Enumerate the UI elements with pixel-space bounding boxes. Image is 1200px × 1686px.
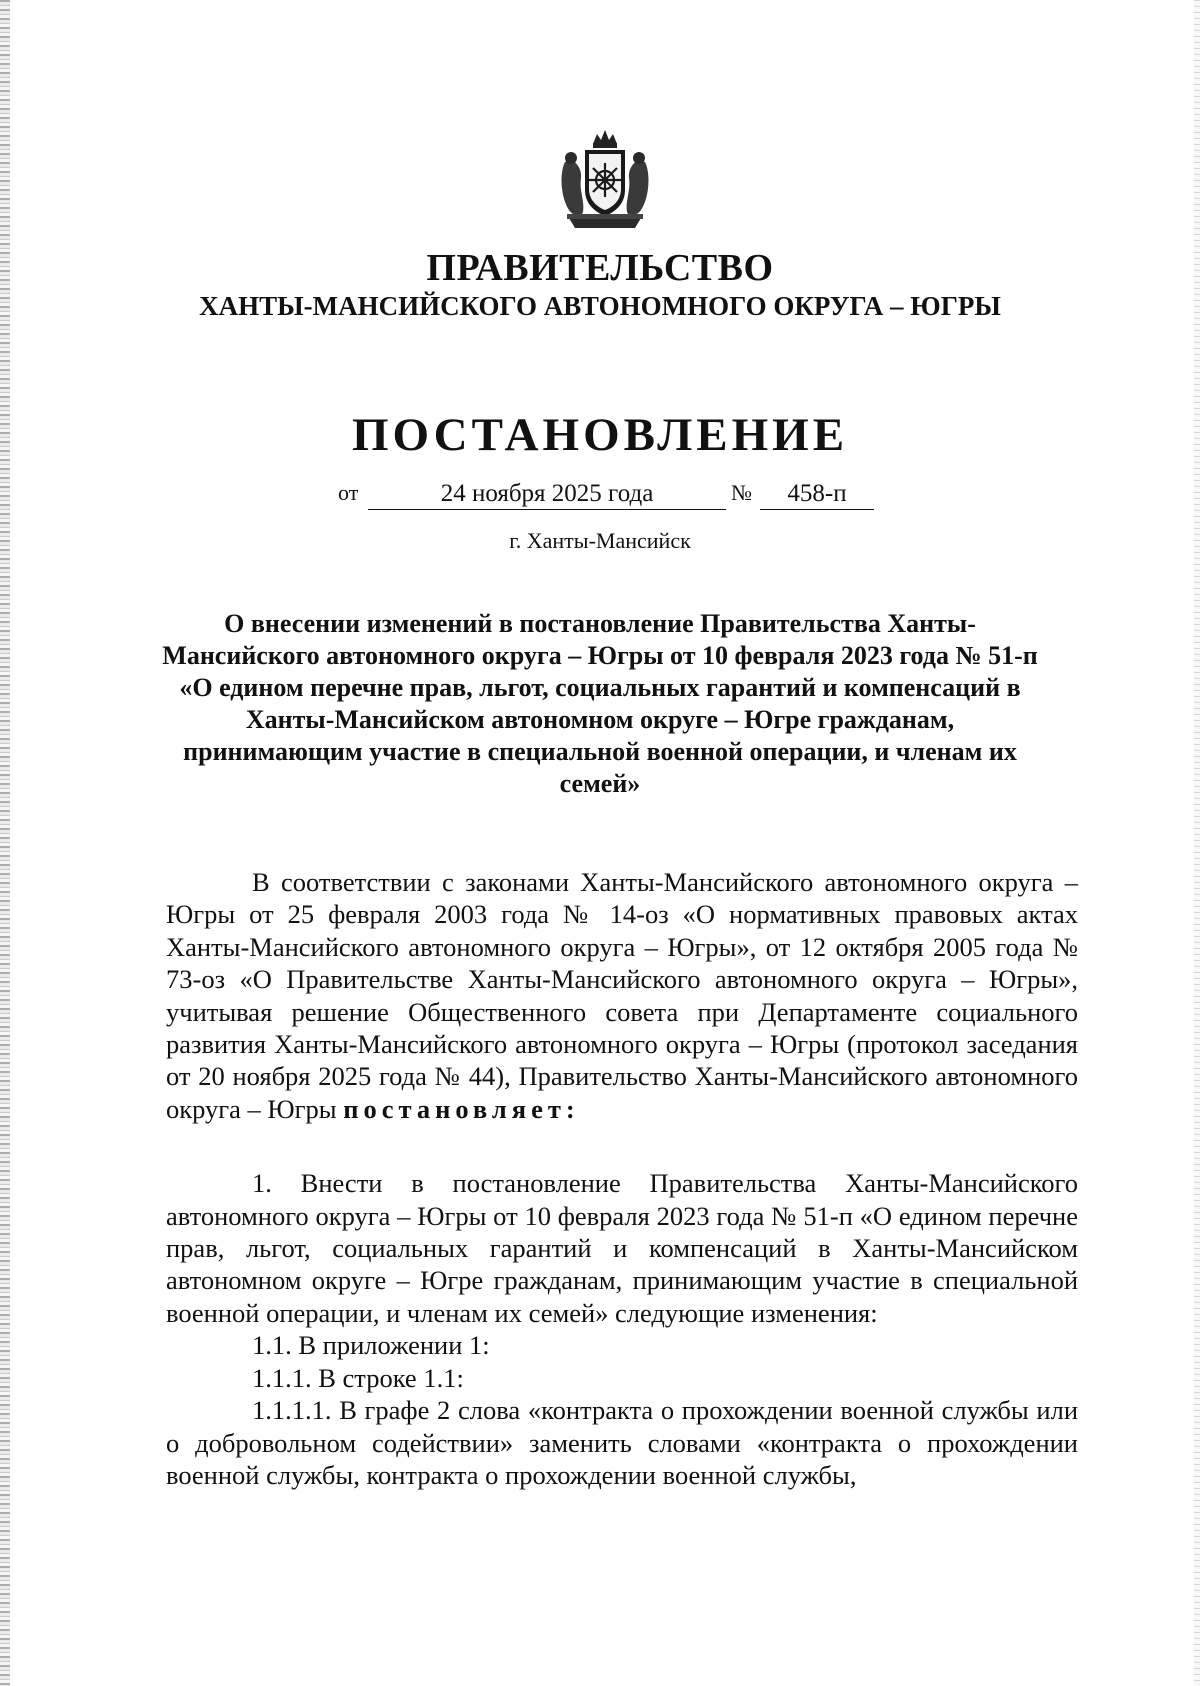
document-subject: О внесении изменений в постановление Правительства Ханты-Мансийского автономного округа – Югры от 10 февраля 2023 года № 51-п «О едином перечне прав, льгот, социальных гарантий и компенсаций в Ханты-Мансийском автономном округе – Югре гражданам, принимающим участие в специальной военной операции, и членам их семей» bbox=[162, 609, 1038, 798]
document-date-number-line bbox=[338, 478, 878, 510]
resolves-word: постановляет: bbox=[343, 1093, 580, 1124]
document-number: 458-п bbox=[760, 479, 874, 510]
region-title: ХАНТЫ-МАНСИЙСКОГО АВТОНОМНОГО ОКРУГА – ЮГРЫ bbox=[199, 291, 1001, 321]
preamble-text: В соответствии с законами Ханты-Мансийского автономного округа – Югры от 25 февраля 2003 года № 14-оз «О нормативных правовых актах Ханты-Мансийского автономного округа – Югры», от 12 октября 2005 года № 73-оз «О Правительстве Ханты-Мансийского автономного округа – Югры», учитывая решение Общественного совета при Департаменте социального развития Ханты-Мансийского автономного округа – Югры (протокол заседания от 20 ноября 2025 года № 44), Правительство Ханты-Мансийского автономного округа – Югры bbox=[166, 867, 1078, 1124]
government-title: ПРАВИТЕЛЬСТВО bbox=[426, 247, 774, 289]
document-date: 24 ноября 2025 года bbox=[368, 479, 726, 510]
list-item: 1.1.1.1. В графе 2 слова «контракта о прохождении военной службы или о добровольном содействии» заменить словами «контракта о прохождении военной службы, контракта о прохождении военной службы, bbox=[166, 1395, 1078, 1490]
number-prefix: № bbox=[731, 480, 752, 505]
date-prefix: от bbox=[338, 480, 359, 505]
document-type-title: ПОСТАНОВЛЕНИЕ bbox=[351, 409, 849, 461]
coat-of-arms-icon bbox=[555, 128, 655, 232]
document-body bbox=[166, 866, 1078, 1491]
preamble-paragraph bbox=[166, 866, 1078, 1125]
list-item: 1. Внести в постановление Правительства Ханты-Мансийского автономного округа – Югры от 10 февраля 2023 года № 51-п «О едином перечне прав, льгот, социальных гарантий и компенсаций в Ханты-Мансийском автономном округе – Югре гражданам, принимающим участие в специальной военной операции, и членам их семей» следующие изменения: bbox=[166, 1168, 1078, 1328]
list-item: 1.1. В приложении 1: bbox=[252, 1330, 490, 1361]
document-city: г. Ханты-Мансийск bbox=[509, 528, 691, 553]
list-item: 1.1.1. В строке 1.1: bbox=[252, 1362, 464, 1393]
